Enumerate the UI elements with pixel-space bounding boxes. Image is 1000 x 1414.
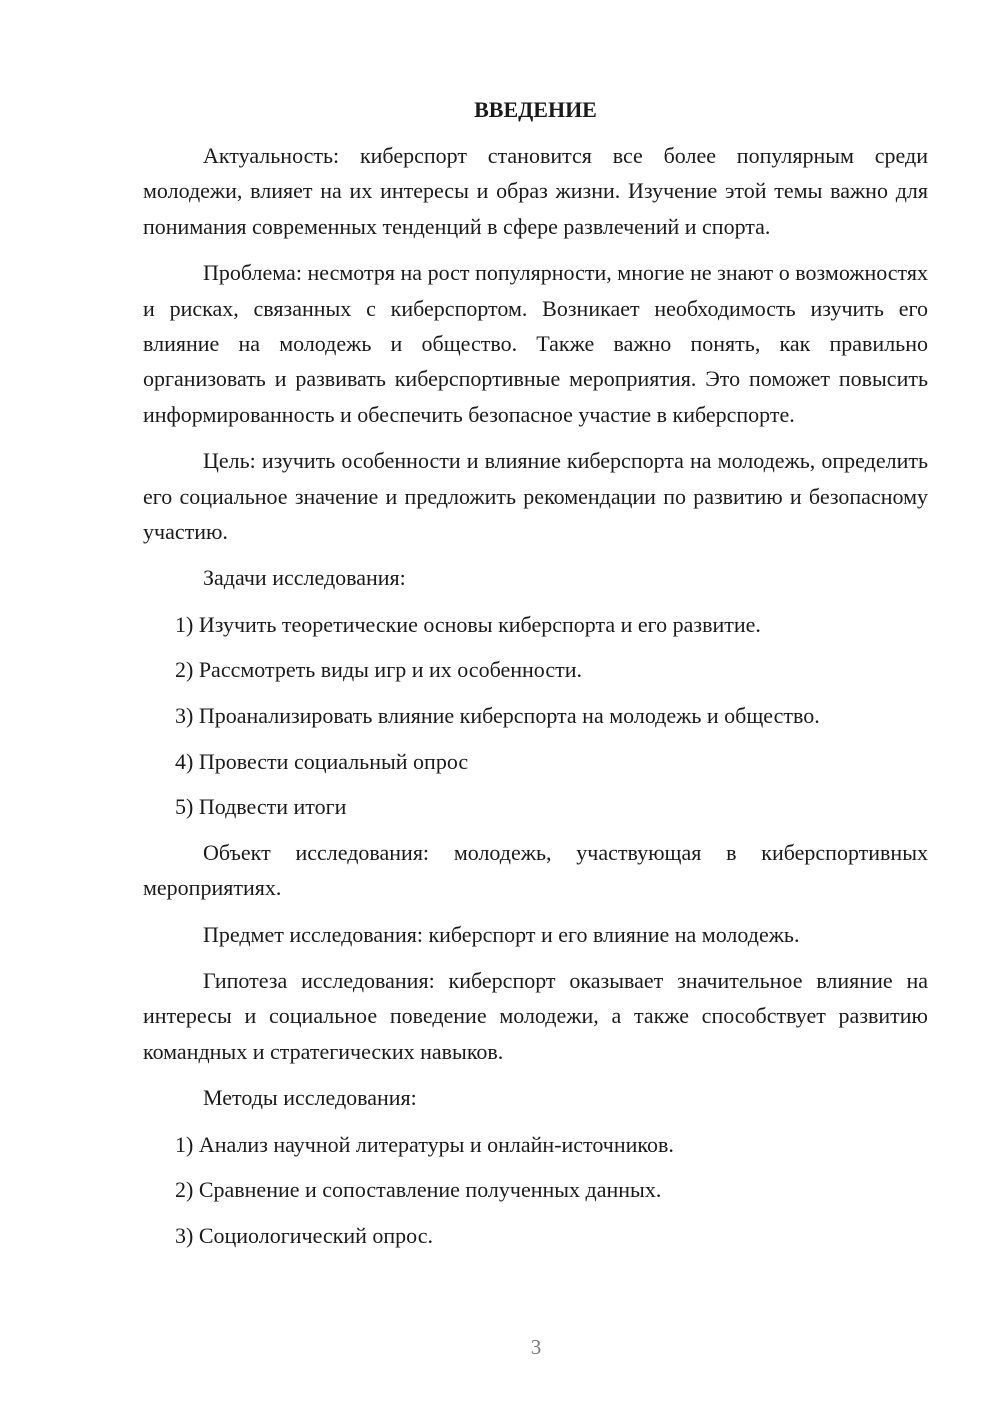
task-item-4: 4) Провести социальный опрос bbox=[175, 748, 469, 774]
method-item-3: 3) Социологический опрос. bbox=[175, 1222, 433, 1248]
task-item-5: 5) Подвести итоги bbox=[175, 794, 347, 820]
problem-paragraph: Проблема: несмотря на рост популярности, многие не знают о возможностях и рисках, связанных с киберспортом. Возникает необходимость изучить его влияние на молодежь и общество. Также важно понять, как правильно организовать и развивать киберспортивные мероприятия. Это поможет повысить информированность и обеспечить безопасное участие в киберспорте. bbox=[143, 260, 928, 427]
page-number: 3 bbox=[530, 1335, 542, 1359]
tasks-list bbox=[143, 607, 928, 825]
document-page bbox=[143, 96, 928, 1263]
method-item-2: 2) Сравнение и сопоставление полученных данных. bbox=[175, 1177, 662, 1203]
task-item-1: 1) Изучить теоретические основы киберспорта и его развитие. bbox=[175, 611, 761, 637]
relevance-paragraph: Актуальность: киберспорт становится все более популярным среди молодежи, влияет на их интересы и образ жизни. Изучение этой темы важно для понимания современных тенденций в сфере развлечений и спорта. bbox=[143, 143, 928, 239]
method-item-1: 1) Анализ научной литературы и онлайн-источников. bbox=[175, 1131, 674, 1157]
object-paragraph: Объект исследования: молодежь, участвующая в киберспортивных мероприятиях. bbox=[143, 839, 928, 901]
methods-list bbox=[143, 1127, 928, 1254]
goal-paragraph: Цель: изучить особенности и влияние киберспорта на молодежь, определить его социальное значение и предложить рекомендации по развитию и безопасному участию. bbox=[143, 448, 928, 545]
tasks-heading: Задачи исследования: bbox=[203, 565, 406, 591]
methods-heading: Методы исследования: bbox=[203, 1085, 417, 1111]
task-item-3: 3) Проанализировать влияние киберспорта на молодежь и общество. bbox=[175, 703, 820, 729]
task-item-2: 2) Рассмотреть виды игр и их особенности. bbox=[175, 657, 582, 683]
page-title: ВВЕДЕНИЕ bbox=[474, 97, 597, 122]
hypothesis-paragraph: Гипотеза исследования: киберспорт оказывает значительное влияние на интересы и социальное поведение молодежи, а также способствует развитию командных и стратегических навыков. bbox=[143, 968, 928, 1064]
subject-paragraph: Предмет исследования: киберспорт и его влияние на молодежь. bbox=[203, 921, 800, 947]
